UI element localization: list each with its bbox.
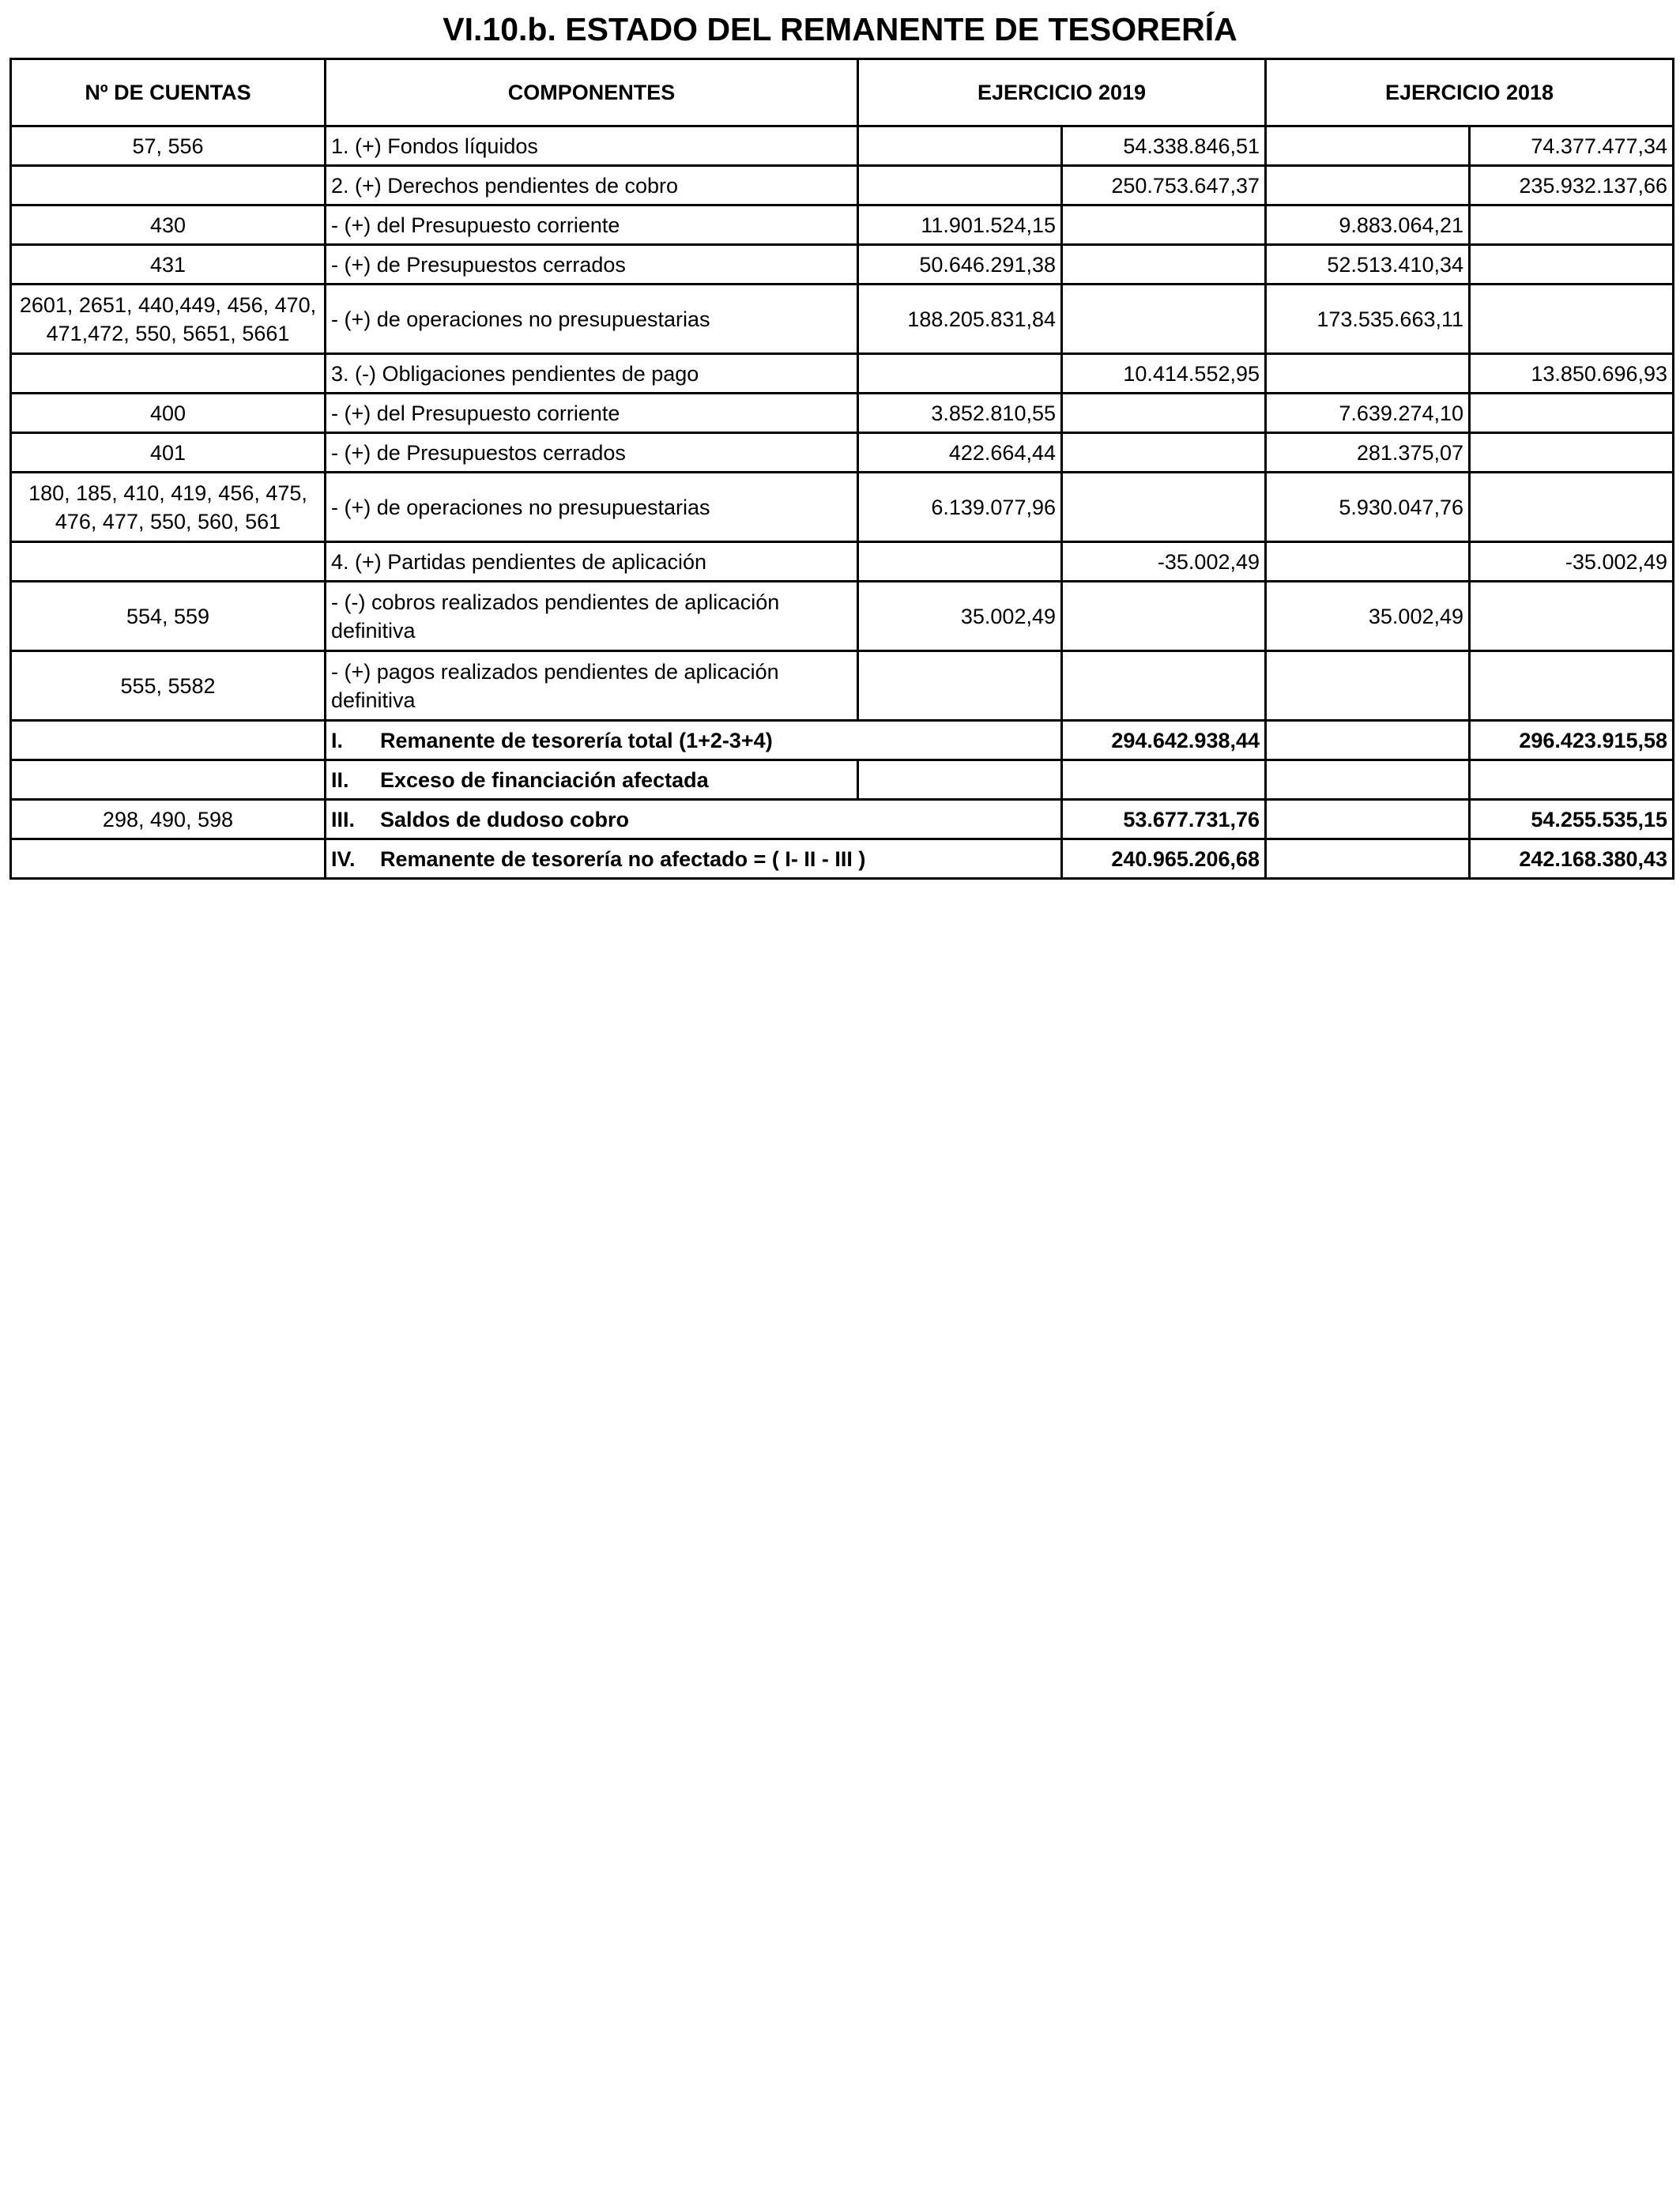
cell-componente: - (+) de operaciones no presupuestarias <box>326 473 858 542</box>
table-row <box>11 542 1674 582</box>
total-row <box>11 721 1674 760</box>
cell-detalle-2018 <box>1266 721 1470 760</box>
cell-cuentas: 2601, 2651, 440,449, 456, 470, 471,472, 550, 5651, 5661 <box>11 285 326 354</box>
cell-detalle-2019 <box>858 354 1062 394</box>
cell-detalle-2019: 11.901.524,15 <box>858 205 1062 245</box>
total-label: Exceso de financiación afectada <box>380 767 709 792</box>
cell-total-2018: 296.423.915,58 <box>1470 721 1674 760</box>
cell-cuentas <box>11 721 326 760</box>
cell-total-2018 <box>1470 285 1674 354</box>
cell-cuentas: 401 <box>11 433 326 473</box>
cell-componente: - (+) de Presupuestos cerrados <box>326 433 858 473</box>
table-row <box>11 166 1674 205</box>
cell-total-2019: 240.965.206,68 <box>1062 839 1266 879</box>
table-row <box>11 285 1674 354</box>
table-row <box>11 433 1674 473</box>
cell-detalle-2019 <box>858 542 1062 582</box>
cell-cuentas: 431 <box>11 245 326 285</box>
cell-componente: - (+) del Presupuesto corriente <box>326 205 858 245</box>
cell-total-2018 <box>1470 394 1674 433</box>
roman-numeral: III. <box>331 807 356 831</box>
page-title: VI.10.b. ESTADO DEL REMANENTE DE TESORERÍA <box>443 11 1237 47</box>
cell-cuentas <box>11 354 326 394</box>
cell-total-2019 <box>1062 760 1266 800</box>
cell-detalle-2018: 35.002,49 <box>1266 582 1470 651</box>
cell-detalle-2018 <box>1266 839 1470 879</box>
cell-total-2019: 54.338.846,51 <box>1062 126 1266 166</box>
header-cuentas: Nº DE CUENTAS <box>11 59 326 126</box>
cell-total-2018 <box>1470 433 1674 473</box>
cell-detalle-2018 <box>1266 126 1470 166</box>
cell-total-2018 <box>1470 760 1674 800</box>
cell-detalle-2019 <box>858 126 1062 166</box>
cell-detalle-2019: 3.852.810,55 <box>858 394 1062 433</box>
cell-detalle-2018: 5.930.047,76 <box>1266 473 1470 542</box>
cell-detalle-2019: 50.646.291,38 <box>858 245 1062 285</box>
total-label: Saldos de dudoso cobro <box>380 807 630 831</box>
cell-cuentas: 554, 559 <box>11 582 326 651</box>
header-componentes: COMPONENTES <box>326 59 858 126</box>
table-row <box>11 394 1674 433</box>
cell-detalle-2019 <box>858 166 1062 205</box>
table-row <box>11 582 1674 651</box>
roman-numeral: IV. <box>331 846 356 871</box>
table-row <box>11 473 1674 542</box>
table-row <box>11 245 1674 285</box>
total-label: Remanente de tesorería total (1+2-3+4) <box>380 728 773 752</box>
cell-total-2018: 235.932.137,66 <box>1470 166 1674 205</box>
roman-numeral: II. <box>331 767 349 792</box>
table-row <box>11 205 1674 245</box>
cell-total-2018 <box>1470 582 1674 651</box>
cell-cuentas: 57, 556 <box>11 126 326 166</box>
cell-total-label <box>326 721 1062 760</box>
cell-componente: 1. (+) Fondos líquidos <box>326 126 858 166</box>
cell-total-2018: 13.850.696,93 <box>1470 354 1674 394</box>
cell-detalle-2018 <box>1266 760 1470 800</box>
cell-detalle-2018 <box>1266 354 1470 394</box>
cell-total-2019 <box>1062 285 1266 354</box>
roman-numeral: I. <box>331 728 344 752</box>
header-ejercicio-2018: EJERCICIO 2018 <box>1266 59 1674 126</box>
cell-total-2019 <box>1062 205 1266 245</box>
total-row <box>11 800 1674 839</box>
cell-cuentas: 298, 490, 598 <box>11 800 326 839</box>
cell-total-2018: -35.002,49 <box>1470 542 1674 582</box>
cell-componente: - (+) de Presupuestos cerrados <box>326 245 858 285</box>
cell-detalle-2019: 6.139.077,96 <box>858 473 1062 542</box>
cell-total-2018 <box>1470 651 1674 721</box>
cell-total-2018: 54.255.535,15 <box>1470 800 1674 839</box>
cell-total-2018: 242.168.380,43 <box>1470 839 1674 879</box>
cell-total-2018 <box>1470 205 1674 245</box>
table-row <box>11 126 1674 166</box>
cell-detalle-2018 <box>1266 542 1470 582</box>
table-row <box>11 354 1674 394</box>
cell-total-2019 <box>1062 473 1266 542</box>
cell-total-2019: 10.414.552,95 <box>1062 354 1266 394</box>
cell-detalle-2018: 173.535.663,11 <box>1266 285 1470 354</box>
cell-detalle-2018 <box>1266 166 1470 205</box>
cell-detalle-2019 <box>858 760 1062 800</box>
cell-total-2019: -35.002,49 <box>1062 542 1266 582</box>
cell-cuentas <box>11 542 326 582</box>
cell-total-2018 <box>1470 473 1674 542</box>
cell-detalle-2018: 281.375,07 <box>1266 433 1470 473</box>
cell-componente: - (+) pagos realizados pendientes de aplicación definitiva <box>326 651 858 721</box>
cell-total-2019 <box>1062 582 1266 651</box>
total-row <box>11 760 1674 800</box>
cell-componente: - (+) de operaciones no presupuestarias <box>326 285 858 354</box>
header-ejercicio-2019: EJERCICIO 2019 <box>858 59 1266 126</box>
cell-total-2019: 250.753.647,37 <box>1062 166 1266 205</box>
cell-cuentas <box>11 166 326 205</box>
total-row <box>11 839 1674 879</box>
cell-cuentas: 555, 5582 <box>11 651 326 721</box>
cell-total-2018 <box>1470 245 1674 285</box>
cell-total-2019: 294.642.938,44 <box>1062 721 1266 760</box>
cell-total-label <box>326 760 858 800</box>
cell-componente: 4. (+) Partidas pendientes de aplicación <box>326 542 858 582</box>
cell-detalle-2018: 52.513.410,34 <box>1266 245 1470 285</box>
cell-detalle-2018 <box>1266 651 1470 721</box>
cell-total-2019: 53.677.731,76 <box>1062 800 1266 839</box>
cell-cuentas <box>11 839 326 879</box>
cell-detalle-2019 <box>858 651 1062 721</box>
cell-total-label <box>326 839 1062 879</box>
cell-cuentas: 400 <box>11 394 326 433</box>
cell-total-2019 <box>1062 651 1266 721</box>
cell-detalle-2018 <box>1266 800 1470 839</box>
cell-componente: - (+) del Presupuesto corriente <box>326 394 858 433</box>
cell-detalle-2018: 7.639.274,10 <box>1266 394 1470 433</box>
header-row <box>11 59 1674 126</box>
cell-total-2019 <box>1062 245 1266 285</box>
cell-cuentas: 430 <box>11 205 326 245</box>
cell-total-2019 <box>1062 394 1266 433</box>
cell-total-2018: 74.377.477,34 <box>1470 126 1674 166</box>
cell-detalle-2019: 422.664,44 <box>858 433 1062 473</box>
cell-cuentas <box>11 760 326 800</box>
cell-componente: 2. (+) Derechos pendientes de cobro <box>326 166 858 205</box>
table-row <box>11 651 1674 721</box>
cell-componente: - (-) cobros realizados pendientes de aplicación definitiva <box>326 582 858 651</box>
cell-detalle-2019: 35.002,49 <box>858 582 1062 651</box>
cell-cuentas: 180, 185, 410, 419, 456, 475, 476, 477, 550, 560, 561 <box>11 473 326 542</box>
total-label: Remanente de tesorería no afectado = ( I- II - III ) <box>380 846 866 871</box>
remanente-table <box>9 58 1674 880</box>
cell-detalle-2019: 188.205.831,84 <box>858 285 1062 354</box>
cell-detalle-2018: 9.883.064,21 <box>1266 205 1470 245</box>
cell-total-2019 <box>1062 433 1266 473</box>
cell-componente: 3. (-) Obligaciones pendientes de pago <box>326 354 858 394</box>
cell-total-label <box>326 800 1062 839</box>
